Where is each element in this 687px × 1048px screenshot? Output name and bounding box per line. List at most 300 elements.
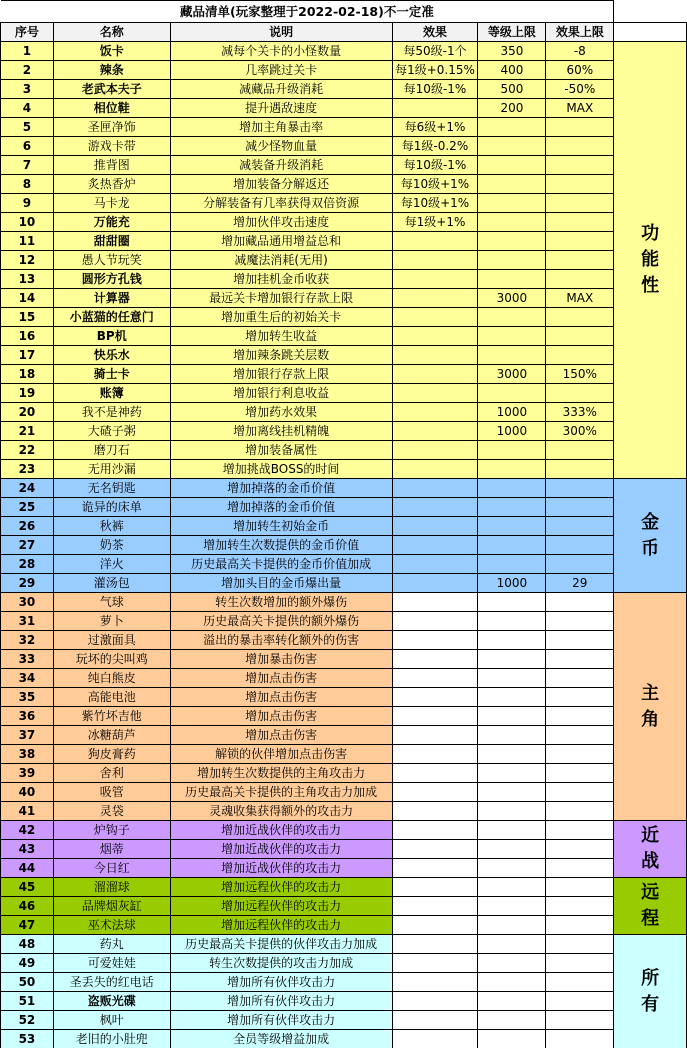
item-effect-max	[546, 859, 614, 878]
item-effect-max: 29	[546, 574, 614, 593]
category-melee	[614, 821, 687, 878]
row-number: 35	[1, 688, 54, 707]
item-name: 磨刀石	[53, 441, 170, 460]
item-effect-max	[546, 973, 614, 992]
item-name: 秋裤	[53, 517, 170, 536]
item-effect-max	[546, 460, 614, 479]
item-name: BP机	[53, 327, 170, 346]
item-name: 计算器	[53, 289, 170, 308]
item-level-max	[478, 631, 546, 650]
row-number: 46	[1, 897, 54, 916]
item-level-max	[478, 137, 546, 156]
item-description: 增加近战伙伴的攻击力	[170, 840, 392, 859]
row-number: 52	[1, 1011, 54, 1030]
item-description: 增加药水效果	[170, 403, 392, 422]
item-effect-max	[546, 479, 614, 498]
item-description: 增加重生后的初始关卡	[170, 308, 392, 327]
item-effect-max	[546, 270, 614, 289]
item-level-max	[478, 1030, 546, 1048]
item-effect	[392, 897, 478, 916]
item-level-max	[478, 327, 546, 346]
item-description: 溢出的暴击率转化额外的伤害	[170, 631, 392, 650]
row-number: 33	[1, 650, 54, 669]
item-description: 增加挂机金币收获	[170, 270, 392, 289]
item-description: 几率跳过关卡	[170, 61, 392, 80]
item-name: 灵袋	[53, 802, 170, 821]
item-effect	[392, 555, 478, 574]
item-description: 减魔法消耗(无用)	[170, 251, 392, 270]
item-effect	[392, 593, 478, 612]
item-level-max	[478, 156, 546, 175]
item-name: 甜甜圈	[53, 232, 170, 251]
item-level-max	[478, 194, 546, 213]
item-level-max	[478, 954, 546, 973]
item-name: 玩坏的尖叫鸡	[53, 650, 170, 669]
item-name: 盗贩光碟	[53, 992, 170, 1011]
item-effect-max	[546, 821, 614, 840]
item-level-max	[478, 840, 546, 859]
table-row	[1, 422, 687, 441]
row-number: 22	[1, 441, 54, 460]
row-number: 32	[1, 631, 54, 650]
item-effect	[392, 878, 478, 897]
category-label-char: 角	[641, 708, 660, 730]
item-name: 纯白熊皮	[53, 669, 170, 688]
table-row	[1, 612, 687, 631]
table-row	[1, 707, 687, 726]
table-row	[1, 517, 687, 536]
item-effect-max	[546, 213, 614, 232]
item-name: 老武本夫子	[53, 80, 170, 99]
item-effect	[392, 403, 478, 422]
item-level-max	[478, 669, 546, 688]
table-row	[1, 137, 687, 156]
item-name: 小蓝猫的任意门	[53, 308, 170, 327]
table-row	[1, 327, 687, 346]
item-level-max	[478, 726, 546, 745]
table-row	[1, 80, 687, 99]
category-label-char: 近	[641, 825, 660, 846]
table-row	[1, 574, 687, 593]
row-number: 31	[1, 612, 54, 631]
table-row	[1, 232, 687, 251]
item-effect	[392, 726, 478, 745]
item-effect-max	[546, 118, 614, 137]
item-description: 增加银行存款上限	[170, 365, 392, 384]
item-name: 马卡龙	[53, 194, 170, 213]
row-number: 48	[1, 935, 54, 954]
item-effect-max	[546, 688, 614, 707]
table-row	[1, 1011, 687, 1030]
item-effect	[392, 99, 478, 118]
item-description: 转生次数增加的额外爆伤	[170, 593, 392, 612]
item-description: 增加装备属性	[170, 441, 392, 460]
item-effect: 每10级+1%	[392, 175, 478, 194]
row-number: 19	[1, 384, 54, 403]
item-effect	[392, 1030, 478, 1048]
item-effect	[392, 346, 478, 365]
item-description: 转生次数提供的攻击力加成	[170, 954, 392, 973]
item-description: 增加所有伙伴攻击力	[170, 1011, 392, 1030]
item-description: 增加所有伙伴攻击力	[170, 992, 392, 1011]
row-number: 47	[1, 916, 54, 935]
item-level-max	[478, 821, 546, 840]
item-level-max	[478, 384, 546, 403]
item-name: 炙热香炉	[53, 175, 170, 194]
category-hero	[614, 593, 687, 821]
item-level-max	[478, 232, 546, 251]
item-effect-max	[546, 745, 614, 764]
item-effect	[392, 536, 478, 555]
empty-corner	[614, 1, 687, 23]
row-number: 3	[1, 80, 54, 99]
item-description: 增加转生次数提供的主角攻击力	[170, 764, 392, 783]
item-effect-max	[546, 726, 614, 745]
category-gold	[614, 479, 687, 593]
table-row	[1, 460, 687, 479]
item-effect-max	[546, 593, 614, 612]
item-level-max	[478, 536, 546, 555]
item-description: 增加挑战BOSS的时间	[170, 460, 392, 479]
table-row	[1, 555, 687, 574]
item-effect-max	[546, 384, 614, 403]
item-effect: 每10级-1%	[392, 156, 478, 175]
header-effect-max: 效果上限	[546, 23, 614, 42]
row-number: 16	[1, 327, 54, 346]
item-name: 诡异的床单	[53, 498, 170, 517]
item-effect: 每50级-1个	[392, 42, 478, 61]
item-description: 增加远程伙伴的攻击力	[170, 897, 392, 916]
item-effect-max	[546, 536, 614, 555]
row-number: 36	[1, 707, 54, 726]
item-name: 愚人节玩笑	[53, 251, 170, 270]
row-number: 26	[1, 517, 54, 536]
item-effect-max: 60%	[546, 61, 614, 80]
item-description: 增加远程伙伴的攻击力	[170, 916, 392, 935]
row-number: 23	[1, 460, 54, 479]
item-name: 舍利	[53, 764, 170, 783]
table-row	[1, 973, 687, 992]
item-effect	[392, 517, 478, 536]
row-number: 49	[1, 954, 54, 973]
table-row	[1, 536, 687, 555]
item-level-max	[478, 745, 546, 764]
item-effect	[392, 935, 478, 954]
item-name: 圣匣净饰	[53, 118, 170, 137]
category-functional	[614, 42, 687, 479]
table-row	[1, 384, 687, 403]
item-description: 增加辣条跳关层数	[170, 346, 392, 365]
category-label-char: 金	[641, 511, 660, 533]
item-description: 增加远程伙伴的攻击力	[170, 878, 392, 897]
item-effect-max	[546, 935, 614, 954]
header-category	[614, 23, 687, 42]
category-label-char: 有	[641, 993, 660, 1015]
item-name: 狗皮膏药	[53, 745, 170, 764]
item-effect	[392, 251, 478, 270]
row-number: 14	[1, 289, 54, 308]
item-level-max	[478, 308, 546, 327]
item-description: 全员等级增益加成	[170, 1030, 392, 1048]
item-effect-max: MAX	[546, 99, 614, 118]
table-row	[1, 99, 687, 118]
item-effect-max	[546, 517, 614, 536]
table-row	[1, 688, 687, 707]
item-effect-max	[546, 251, 614, 270]
category-all	[614, 935, 687, 1048]
item-effect-max	[546, 137, 614, 156]
item-effect	[392, 365, 478, 384]
row-number: 45	[1, 878, 54, 897]
item-effect-max	[546, 764, 614, 783]
row-number: 2	[1, 61, 54, 80]
item-name: 高能电池	[53, 688, 170, 707]
item-description: 增加转生收益	[170, 327, 392, 346]
item-level-max	[478, 688, 546, 707]
row-number: 7	[1, 156, 54, 175]
row-number: 25	[1, 498, 54, 517]
table-row	[1, 118, 687, 137]
item-level-max	[478, 118, 546, 137]
item-effect	[392, 498, 478, 517]
item-name: 紫竹坏吉他	[53, 707, 170, 726]
item-level-max: 200	[478, 99, 546, 118]
item-description: 增加近战伙伴的攻击力	[170, 859, 392, 878]
table-row	[1, 156, 687, 175]
header-desc: 说明	[170, 23, 392, 42]
item-description: 增加银行利息收益	[170, 384, 392, 403]
table-row	[1, 479, 687, 498]
item-level-max	[478, 935, 546, 954]
item-effect: 每1级+1%	[392, 213, 478, 232]
item-name: 品牌烟灰缸	[53, 897, 170, 916]
item-effect	[392, 631, 478, 650]
item-level-max	[478, 1011, 546, 1030]
row-number: 29	[1, 574, 54, 593]
item-effect-max	[546, 232, 614, 251]
category-label-char: 币	[641, 537, 660, 559]
item-effect	[392, 441, 478, 460]
category-label-char: 所	[641, 967, 660, 989]
row-number: 8	[1, 175, 54, 194]
row-number: 20	[1, 403, 54, 422]
item-name: 洋火	[53, 555, 170, 574]
header-name: 名称	[53, 23, 170, 42]
item-level-max: 3000	[478, 289, 546, 308]
item-effect-max	[546, 1011, 614, 1030]
row-number: 12	[1, 251, 54, 270]
item-description: 增加装备分解返还	[170, 175, 392, 194]
item-effect	[392, 574, 478, 593]
table-row	[1, 175, 687, 194]
item-description: 分解装备有几率获得双倍资源	[170, 194, 392, 213]
item-description: 增加藏品通用增益总和	[170, 232, 392, 251]
table-row	[1, 840, 687, 859]
item-effect-max	[546, 156, 614, 175]
table-row	[1, 726, 687, 745]
item-effect-max	[546, 783, 614, 802]
item-effect-max	[546, 555, 614, 574]
item-effect	[392, 479, 478, 498]
row-number: 38	[1, 745, 54, 764]
item-name: 相位鞋	[53, 99, 170, 118]
header-effect: 效果	[392, 23, 478, 42]
table-row	[1, 1030, 687, 1048]
row-number: 41	[1, 802, 54, 821]
table-row	[1, 897, 687, 916]
item-name: 无名钥匙	[53, 479, 170, 498]
item-effect-max	[546, 612, 614, 631]
item-effect	[392, 821, 478, 840]
item-effect: 每10级+1%	[392, 194, 478, 213]
table-row	[1, 935, 687, 954]
item-description: 增加所有伙伴攻击力	[170, 973, 392, 992]
item-name: 大碴子粥	[53, 422, 170, 441]
table-row	[1, 859, 687, 878]
item-name: 快乐水	[53, 346, 170, 365]
item-description: 增加暴击伤害	[170, 650, 392, 669]
item-level-max	[478, 650, 546, 669]
item-effect-max: 150%	[546, 365, 614, 384]
item-level-max	[478, 441, 546, 460]
item-effect-max	[546, 498, 614, 517]
item-effect-max	[546, 802, 614, 821]
row-number: 30	[1, 593, 54, 612]
item-description: 增加点击伤害	[170, 669, 392, 688]
item-level-max	[478, 612, 546, 631]
item-description: 增加点击伤害	[170, 688, 392, 707]
item-name: 灌汤包	[53, 574, 170, 593]
item-level-max	[478, 916, 546, 935]
item-name: 圣丢失的红电话	[53, 973, 170, 992]
item-description: 提升遇敌速度	[170, 99, 392, 118]
category-ranged	[614, 878, 687, 935]
item-effect	[392, 327, 478, 346]
row-number: 1	[1, 42, 54, 61]
table-row	[1, 251, 687, 270]
item-effect	[392, 270, 478, 289]
item-name: 烟蒂	[53, 840, 170, 859]
item-level-max	[478, 251, 546, 270]
item-level-max	[478, 802, 546, 821]
item-level-max	[478, 593, 546, 612]
table-row	[1, 954, 687, 973]
item-name: 枫叶	[53, 1011, 170, 1030]
category-label-char: 功	[641, 223, 660, 244]
item-name: 万能充	[53, 213, 170, 232]
category-label-char: 性	[641, 275, 660, 296]
item-description: 增加近战伙伴的攻击力	[170, 821, 392, 840]
item-level-max	[478, 346, 546, 365]
category-label-char: 能	[641, 249, 660, 270]
item-description: 解锁的伙伴增加点击伤害	[170, 745, 392, 764]
row-number: 24	[1, 479, 54, 498]
item-description: 历史最高关卡提供的额外爆伤	[170, 612, 392, 631]
table-row	[1, 365, 687, 384]
item-name: 溜溜球	[53, 878, 170, 897]
item-description: 减藏品升级消耗	[170, 80, 392, 99]
item-name: 萝卜	[53, 612, 170, 631]
row-number: 17	[1, 346, 54, 365]
row-number: 10	[1, 213, 54, 232]
item-name: 圆形方孔钱	[53, 270, 170, 289]
table-row	[1, 270, 687, 289]
table-row	[1, 783, 687, 802]
sheet-title: 藏品清单(玩家整理于2022-02-18)不一定准	[1, 1, 614, 23]
table-row	[1, 878, 687, 897]
table-row	[1, 61, 687, 80]
table-row	[1, 403, 687, 422]
item-effect	[392, 916, 478, 935]
item-level-max	[478, 992, 546, 1011]
item-effect-max: 300%	[546, 422, 614, 441]
item-description: 减装备升级消耗	[170, 156, 392, 175]
item-level-max	[478, 498, 546, 517]
row-number: 11	[1, 232, 54, 251]
item-name: 吸管	[53, 783, 170, 802]
item-effect-max	[546, 346, 614, 365]
item-level-max: 1000	[478, 422, 546, 441]
item-effect	[392, 688, 478, 707]
item-description: 增加掉落的金币价值	[170, 479, 392, 498]
item-name: 我不是神药	[53, 403, 170, 422]
table-row	[1, 593, 687, 612]
item-name: 过激面具	[53, 631, 170, 650]
item-level-max	[478, 479, 546, 498]
item-effect-max	[546, 954, 614, 973]
item-description: 增加掉落的金币价值	[170, 498, 392, 517]
table-row	[1, 213, 687, 232]
row-number: 37	[1, 726, 54, 745]
row-number: 39	[1, 764, 54, 783]
item-description: 增加点击伤害	[170, 707, 392, 726]
header-no: 序号	[1, 23, 54, 42]
item-level-max: 1000	[478, 403, 546, 422]
item-effect	[392, 954, 478, 973]
row-number: 50	[1, 973, 54, 992]
item-name: 冰糖葫芦	[53, 726, 170, 745]
item-effect-max	[546, 327, 614, 346]
item-level-max: 500	[478, 80, 546, 99]
item-effect-max	[546, 669, 614, 688]
item-effect-max	[546, 707, 614, 726]
table-row	[1, 441, 687, 460]
table-row	[1, 289, 687, 308]
item-level-max	[478, 878, 546, 897]
table-row	[1, 194, 687, 213]
table-row	[1, 764, 687, 783]
item-description: 增加点击伤害	[170, 726, 392, 745]
row-number: 4	[1, 99, 54, 118]
table-row	[1, 992, 687, 1011]
item-effect	[392, 783, 478, 802]
item-effect-max	[546, 175, 614, 194]
item-effect-max	[546, 441, 614, 460]
item-level-max	[478, 517, 546, 536]
item-name: 游戏卡带	[53, 137, 170, 156]
item-effect-max	[546, 878, 614, 897]
category-label-char: 主	[641, 682, 660, 704]
item-effect-max: MAX	[546, 289, 614, 308]
item-effect	[392, 308, 478, 327]
item-description: 增加头目的金币爆出量	[170, 574, 392, 593]
item-name: 巫术法球	[53, 916, 170, 935]
table-row	[1, 42, 687, 61]
item-effect	[392, 1011, 478, 1030]
item-level-max	[478, 270, 546, 289]
item-name: 推背图	[53, 156, 170, 175]
item-name: 饭卡	[53, 42, 170, 61]
